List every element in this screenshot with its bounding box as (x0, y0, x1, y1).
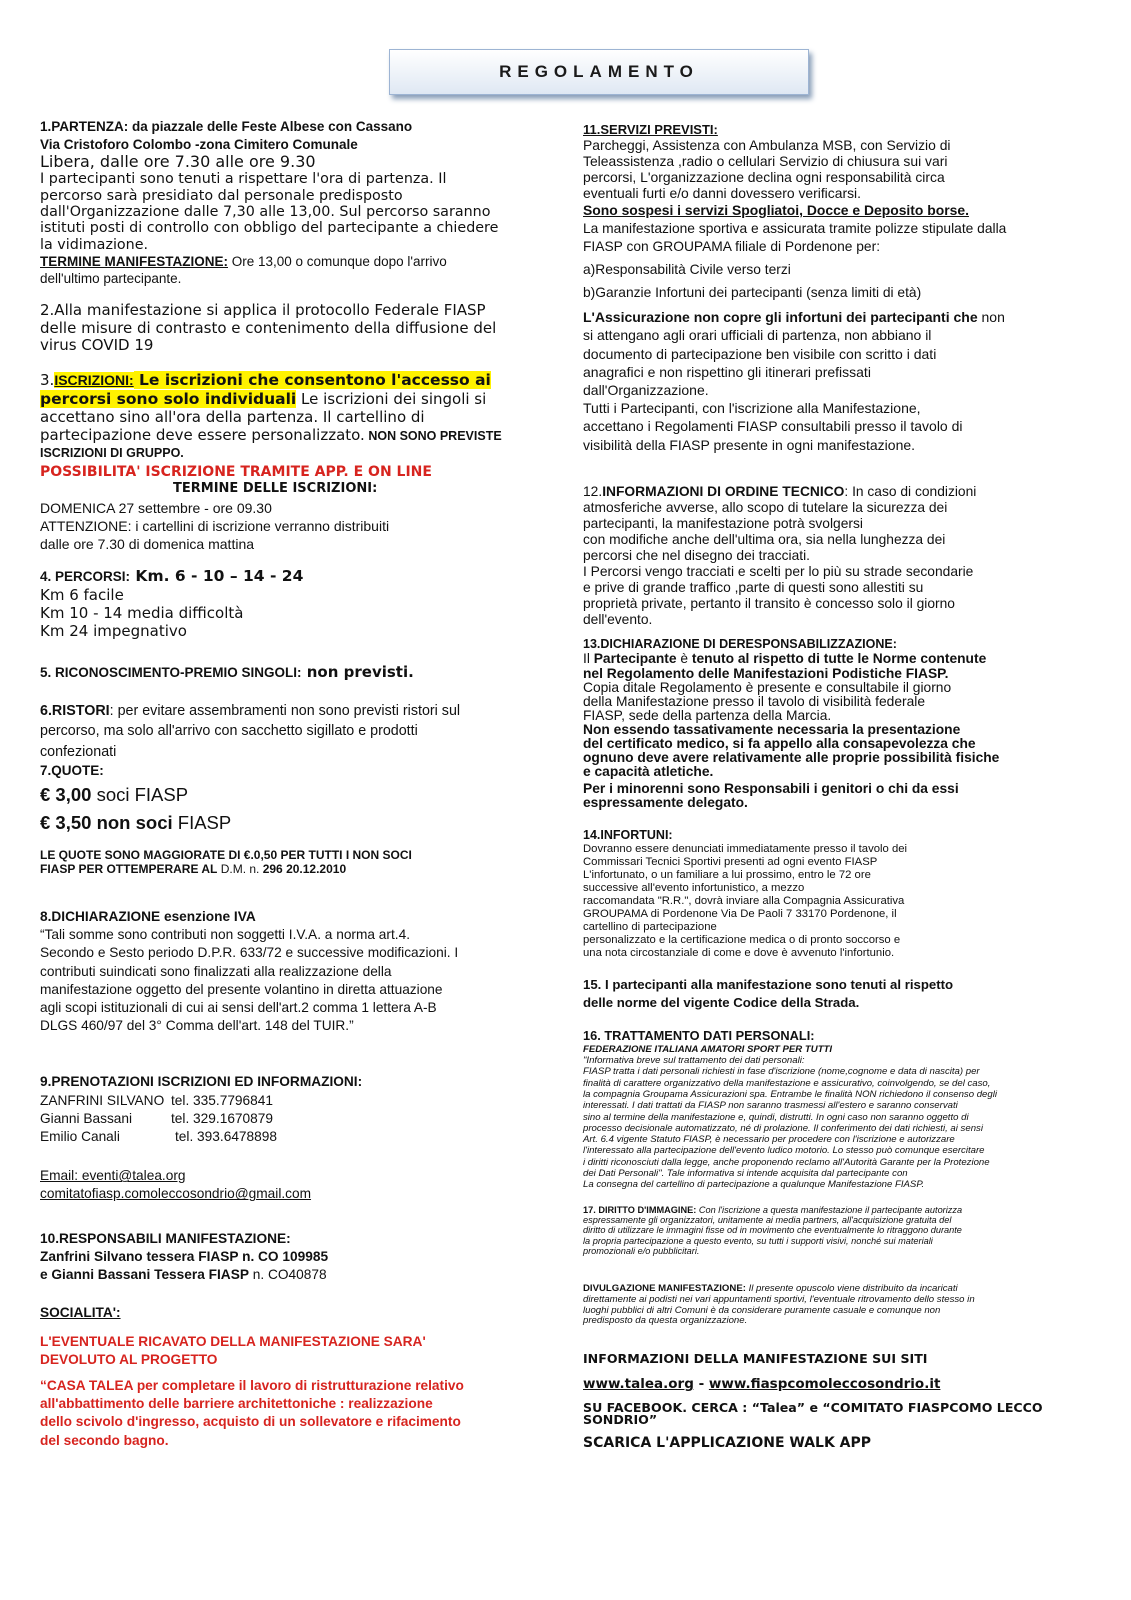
infortuni-label: 14.INFORTUNI: (583, 828, 673, 843)
socialita-text: all'abbattimento delle barriere architettoniche : realizzazione (40, 1396, 433, 1412)
iscrizioni-text: accettano sino all'ora della partenza. Il cartellino di (40, 408, 425, 427)
termine-label: TERMINE MANIFESTAZIONE: (40, 253, 228, 269)
page-title: REGOLAMENTO (499, 62, 699, 81)
servizi-assicurazione (583, 220, 1098, 303)
quote-nonsoci-price: € 3,50 (40, 811, 92, 833)
assicurazione-line: b)Garanzie Infortuni dei partecipanti (senza limiti di età) (583, 284, 922, 300)
quote-nonsoci-label: FIASP (172, 811, 232, 833)
servizi-line: Teleassistenza ,radio o cellulari Servizio di chiusura sui vari (583, 153, 948, 170)
section-partenza (40, 118, 540, 153)
privacy-line: FIASP tratta i dati personali richiesti in fase d'iscrizione (nome,cognome e data di nascita) per (583, 1066, 980, 1078)
copertura-text: accettano i Regolamenti FIASP consultabili presso il tavolo di (583, 418, 963, 435)
iscrizioni-termine-label: TERMINE DELLE ISCRIZIONI: (173, 480, 378, 496)
iscrizioni-text: Le iscrizioni dei singoli si (296, 389, 487, 408)
section-servizi (583, 122, 1098, 218)
iva-line: Secondo e Sesto periodo D.P.R. 633/72 e successive modificazioni. I (40, 945, 459, 961)
infortuni-line: GROUPAMA di Pordenone Via De Paoli 7 33170 Pordenone, il (583, 908, 897, 921)
servizi-copertura (583, 308, 1098, 454)
copertura-bold: L'Assicurazione non copre gli infortuni dei partecipanti che (583, 309, 978, 326)
section-prenotazioni (40, 1073, 540, 1203)
responsabile-line: n. CO40878 (248, 1267, 327, 1283)
contact-name: ZANFRINI SILVANO (40, 1092, 165, 1108)
iscrizioni-highlight: Le iscrizioni che consentono l'accesso ai (133, 370, 491, 389)
codice-line: delle norme del vigente Codice della Strada. (583, 995, 860, 1011)
infortuni-line: Dovranno essere denunciati immediatamente presso il tavolo dei (583, 842, 908, 855)
copertura-text: Tutti i Partecipanti, con l'iscrizione alla Manifestazione, (583, 400, 921, 417)
copertura-text: si attengano agli orari ufficiali di partenza, non abbiano il (583, 327, 932, 344)
deresp-text: e capacità atletiche. (583, 763, 714, 779)
partenza-line: istituti posti di controllo con obbligo del partecipante a chiedere (40, 220, 499, 237)
tecnico-text: e prive di grande traffico ,parte di questi sono allestiti su (583, 579, 924, 595)
quote-note: LE QUOTE SONO MAGGIORATE DI €.0,50 PER TUTTI I NON SOCI (40, 847, 412, 862)
divulgazione-text: direttamente ai podisti nei vari appuntamenti sportivi, l'eventuale ritrovamento dello stesso in (583, 1293, 975, 1305)
iva-label: 8.DICHIARAZIONE esenzione IVA (40, 908, 256, 924)
copertura-text: documento di partecipazione ben visibile con scritto i dati (583, 345, 937, 362)
deresp-text: Non essendo tassativamente necessaria la presentazione (583, 721, 961, 737)
copertura-text: anagrafici e non rispettino gli itinerari prefissati (583, 363, 871, 380)
contact-name: Emilio Canali (40, 1129, 120, 1145)
iva-line: contributi suindicati sono finalizzati alla realizzazione della (40, 963, 392, 979)
iva-line: manifestazione oggetto del presente volantino in diretta attuazione (40, 981, 443, 997)
socialita-text: “CASA TALEA per completare il lavoro di ristrutturazione relativo (40, 1378, 464, 1394)
iva-line: DLGS 460/97 del 3° Comma dell'art. 148 del TUIR.” (40, 1018, 354, 1034)
socialita-label: SOCIALITA': (40, 1305, 121, 1321)
privacy-line: interessati. I dati trattati da FIASP non saranno trasmessi all'estero e saranno conservati (583, 1100, 958, 1112)
privacy-line: i diritti riconosciuti dalla legge, anche proponendo reclamo all'Autorità Garante per la Protezione (583, 1156, 990, 1168)
website-link[interactable]: www.fiaspcomoleccosondrio.it (708, 1375, 941, 1392)
iscrizioni-note: dalle ore 7.30 di domenica mattina (40, 535, 255, 552)
percorsi-km: Km. 6 - 10 – 14 - 24 (130, 567, 304, 586)
servizi-label: 11.SERVIZI PREVISTI: (583, 122, 718, 137)
ristori-text: confezionati (40, 744, 117, 761)
deresp-text: Il (583, 651, 594, 667)
percorso-item: Km 24 impegnativo (40, 621, 187, 640)
partenza-line: dall'Organizzazione dalle 7,30 alle 13,00. Sul percorso saranno (40, 203, 491, 220)
iscrizioni-note: ATTENZIONE: i cartellini di iscrizione verranno distribuiti (40, 517, 390, 534)
infortuni-line: L'infortunato, o un familiare a lui prossimo, entro le 72 ore (583, 868, 871, 881)
infortuni-line: cartellino di partecipazione (583, 921, 717, 934)
immagine-text: espressamente gli organizzatori, unitamente ai media partners, all'acquisizione gratuita del (583, 1215, 952, 1226)
deresp-text: del certificato medico, si fa appello alla consapevolezza che (583, 735, 976, 751)
assicurazione-line: La manifestazione sportiva e assicurata tramite polizze stipulate dalla (583, 220, 1007, 236)
section-privacy (583, 1028, 1098, 1191)
iscrizioni-deadline: DOMENICA 27 settembre - ore 09.30 (40, 499, 272, 516)
iscrizioni-online: POSSIBILITA' ISCRIZIONE TRAMITE APP. E ON LINE (40, 464, 432, 481)
iscrizioni-nogroup: NON SONO PREVISTE (364, 429, 502, 444)
walk-app-line: SCARICA L'APPLICAZIONE WALK APP (583, 1434, 872, 1451)
quote-note: D.M. n. (217, 861, 260, 876)
termine-text: dell'ultimo partecipante. (40, 271, 182, 287)
partenza-body (40, 153, 540, 253)
iscrizioni-highlight: percorsi sono solo individuali (40, 389, 297, 408)
deresp-text: FIASP, sede della partenza della Marcia. (583, 707, 832, 723)
website-link[interactable]: www.talea.org (583, 1375, 694, 1392)
privacy-line: finalità di carattere organizzativo della manifestazione e assicurativo, coinvolgendo, se del caso, (583, 1077, 991, 1089)
tecnico-text: con modifiche anche dell'ultima ora, sia nella lunghezza dei (583, 531, 946, 547)
section-premio (40, 662, 540, 681)
section-info-siti (583, 1351, 1098, 1452)
deresp-text: tenuto al rispetto di tutte le Norme contenute (691, 651, 987, 667)
quote-soci-price: € 3,00 (40, 783, 92, 805)
contact-phone[interactable]: tel. 329.1670879 (171, 1110, 273, 1126)
deresp-text: della Manifestazione presso il tavolo di visibilità federale (583, 693, 926, 709)
privacy-fed: FEDERAZIONE ITALIANA AMATORI SPORT PER TUTTI (583, 1043, 833, 1055)
divulgazione-text: luoghi pubblici di altri Comuni è da considerare puramente casuale e comunque non (583, 1304, 941, 1316)
section-iva (40, 908, 540, 1036)
privacy-line: dei Dati Personali". Tale informativa si intende acquisita dal partecipante con (583, 1168, 908, 1180)
left-column (40, 118, 540, 1450)
quote-note: FIASP PER OTTEMPERARE AL (40, 861, 218, 876)
contact-phone[interactable]: tel. 393.6478898 (175, 1129, 277, 1145)
servizi-line: percorsi, L'organizzazione declina ogni responsabilità circa (583, 169, 945, 186)
socialita-text: DEVOLUTO AL PROGETTO (40, 1351, 218, 1367)
partenza-line: I partecipanti sono tenuti a rispettare l'ora di partenza. Il (40, 171, 447, 188)
iscrizioni-date (40, 499, 540, 554)
section-protocollo (40, 302, 540, 355)
iscrizioni-text: partecipazione deve essere personalizzato. (40, 426, 365, 445)
email-link[interactable]: Email: eventi@talea.org (40, 1168, 186, 1184)
immagine-text: Con l'iscrizione a questa manifestazione il partecipante autorizza (696, 1204, 963, 1215)
facebook-line: SU FACEBOOK. CERCA : “Talea” e “COMITATO FIASPCOMO LECCO (583, 1399, 1043, 1415)
protocollo-line: 2.Alla manifestazione si applica il protocollo Federale FIASP (40, 300, 486, 319)
ristori-text: percorso, ma solo all'arrivo con sacchetto sigillato e prodotti (40, 723, 418, 740)
immagine-text: la propria partecipazione a questo evento, su tutti i supporti visivi, nonché sui materiali (583, 1235, 933, 1246)
deresp-text: è (676, 651, 692, 667)
privacy-line: "Informativa breve sul trattamento dei dati personali: (583, 1054, 805, 1066)
divulgazione-label: DIVULGAZIONE MANIFESTAZIONE: (583, 1283, 746, 1295)
contact-name: Gianni Bassani (40, 1110, 133, 1126)
privacy-label: 16. TRATTAMENTO DATI PERSONALI: (583, 1027, 815, 1043)
partenza-line: percorso sarà presidiato dal personale predisposto (40, 187, 403, 204)
partenza-heading: 1.PARTENZA: da piazzale delle Feste Albese con Cassano (40, 119, 413, 134)
socialita-text: dello scivolo d'ingresso, acquisto di un sollevatore e rifacimento (40, 1414, 461, 1430)
quote-label: 7.QUOTE: (40, 762, 104, 778)
immagine-label: 17. DIRITTO D'IMMAGINE: (583, 1204, 697, 1215)
facebook-line: SONDRIO” (583, 1412, 658, 1428)
iva-line: agli scopi istituzionali di cui ai sensi dell'art.2 comma 1 lettera A-B (40, 999, 437, 1015)
title-banner (389, 49, 809, 95)
section-immagine (583, 1205, 1098, 1256)
tecnico-text: percorsi che nel disegno dei tracciati. (583, 547, 811, 563)
termine-manifestazione (40, 253, 540, 288)
percorsi-label: 4. PERCORSI: (40, 569, 131, 585)
ristori-label: 6.RISTORI (40, 702, 110, 719)
ristori-text: : per evitare assembramenti non sono previsti ristori sul (109, 702, 461, 719)
tecnico-num: 12. (583, 483, 603, 499)
assicurazione-line: a)Responsabilità Civile verso terzi (583, 261, 791, 277)
iscrizioni-label: ISCRIZIONI: (54, 371, 134, 388)
partenza-line: la vidimazione. (40, 236, 149, 253)
section-quote (40, 763, 540, 876)
assicurazione-line: FIASP con GROUPAMA filiale di Pordenone per: (583, 239, 881, 255)
partenza-address: Via Cristoforo Colombo -zona Cimitero Comunale (40, 136, 358, 152)
servizi-line: eventuali furti e/o danni dovessero verificarsi. (583, 185, 861, 202)
tecnico-text: atmosferiche avverse, allo scopo di tutelare la sicurezza dei (583, 499, 948, 515)
tecnico-text: proprietà private, pertanto il transito è concesso solo il giorno (583, 595, 955, 611)
quote-note: 296 20.12.2010 (259, 861, 347, 876)
deresp-text: espressamente delegato. (583, 795, 748, 811)
tecnico-text: I Percorsi vengo tracciati e scelti per lo più su strade secondarie (583, 563, 974, 579)
section-percorsi (40, 567, 540, 640)
deresp-text: Copia ditale Regolamento è presente e consultabile il giorno (583, 679, 952, 695)
premio-label: 5. RICONOSCIMENTO-PREMIO SINGOLI: (40, 664, 302, 680)
responsabile-line: e Gianni Bassani Tessera FIASP (40, 1267, 249, 1283)
protocollo-line: delle misure di contrasto e contenimento della diffusione del (40, 318, 497, 337)
copertura-text: non (977, 309, 1005, 326)
privacy-line: Art. 6.4 vigente Statuto FIASP, è necessario per procedere con l'iscrizione e autorizzare (583, 1134, 955, 1146)
infortuni-line: personalizzato e la certificazione medica o di pronto soccorso e (583, 934, 901, 947)
responsabili-label: 10.RESPONSABILI MANIFESTAZIONE: (40, 1230, 291, 1246)
servizi-line: Parcheggi, Assistenza con Ambulanza MSB, con Servizio di (583, 137, 951, 154)
infortuni-line: una nota circostanziale di come e dove è avvenuto l'infortunio. (583, 947, 895, 960)
iscrizioni-nogroup: ISCRIZIONI DI GRUPPO. (40, 446, 184, 461)
section-responsabili (40, 1230, 540, 1285)
divulgazione-text: predisposto da questa organizzazione. (583, 1315, 748, 1327)
email-link[interactable]: comitatofiasp.comoleccosondrio@gmail.com (40, 1186, 312, 1202)
section-codice-strada (583, 976, 1098, 1011)
tecnico-text: dell'evento. (583, 611, 653, 627)
privacy-line: processo decisionale automatizzato, né di prolazione. Il conferimento dei dati richiesti, ai sensi (583, 1122, 983, 1134)
infortuni-line: Commissari Tecnici Sportivi presenti ad ogni evento FIASP (583, 855, 878, 868)
partenza-hours: Libera, dalle ore 7.30 alle ore 9.30 (40, 152, 316, 172)
privacy-line: l'interessato alla partecipazione dell'evento ludico motorio. Lo stesso può comunque esercitare (583, 1145, 985, 1157)
tecnico-text: partecipanti, la manifestazione potrà svolgersi (583, 515, 863, 531)
section-iscrizioni (40, 371, 540, 497)
privacy-line: la compagnia Groupama Assicurazioni spa. Entrambe le finalità NON richiedono il consenso degli (583, 1088, 997, 1100)
privacy-line: sino al termine della manifestazione e, quindi, distrutti. In ogni caso non saranno oggetto di (583, 1111, 969, 1123)
copertura-text: visibilità della FIASP presente in ogni manifestazione. (583, 436, 916, 453)
tecnico-text: : In caso di condizioni (844, 483, 977, 499)
section-tecnico (583, 484, 1098, 628)
deresp-text: ognuno deve avere relativamente alle proprie possibilità fisiche (583, 749, 1000, 765)
quote-nonsoci-label: non soci (91, 811, 173, 833)
infortuni-line: successive all'evento infortunistico, a mezzo (583, 881, 805, 894)
deresp-label: 13.DICHIARAZIONE DI DERESPONSABILIZZAZIONE: (583, 636, 897, 651)
percorso-item: Km 10 - 14 media difficoltà (40, 603, 244, 622)
codice-line: 15. I partecipanti alla manifestazione sono tenuti al rispetto (583, 977, 954, 993)
percorso-item: Km 6 facile (40, 585, 124, 604)
deresp-text: nel Regolamento delle Manifestazioni Podistiche FIASP. (583, 665, 949, 681)
right-column (583, 122, 1098, 1452)
socialita-text: L'EVENTUALE RICAVATO DELLA MANIFESTAZIONE SARA' (40, 1333, 426, 1349)
infortuni-line: raccomandata "R.R.", dovrà inviare alla Compagnia Assicurativa (583, 895, 905, 908)
copertura-text: dall'Organizzazione. (583, 381, 709, 398)
section-infortuni (583, 828, 1098, 960)
deresp-text: Per i minorenni sono Responsabili i genitori o chi da essi (583, 781, 959, 797)
servizi-sospesi: Sono sospesi i servizi Spogliatoi, Docce e Deposito borse. (583, 201, 969, 218)
section-deresponsabilizzazione (583, 638, 1098, 810)
prenotazioni-label: 9.PRENOTAZIONI ISCRIZIONI ED INFORMAZIONI: (40, 1074, 363, 1090)
website-sep: - (693, 1375, 709, 1392)
tecnico-label: INFORMAZIONI DI ORDINE TECNICO (602, 483, 845, 499)
termine-text: Ore 13,00 o comunque dopo l'arrivo (228, 253, 447, 269)
socialita-text: del secondo bagno. (40, 1432, 169, 1448)
privacy-line: La consegna del cartellino di partecipazione a qualunque Manifestazione FIASP. (583, 1179, 925, 1191)
section-socialita (40, 1304, 540, 1450)
immagine-text: diritto di utilizzare le immagini fisse od in movimento che eventualmente lo ritraggono durante (583, 1225, 962, 1236)
premio-value: non previsti. (301, 662, 414, 681)
deresp-text: Partecipante (593, 651, 677, 667)
section-divulgazione (583, 1284, 1098, 1327)
immagine-text: promozionali e/o pubblicitari. (583, 1245, 700, 1256)
section-ristori (40, 701, 540, 763)
info-label: INFORMAZIONI DELLA MANIFESTAZIONE SUI SITI (583, 1351, 928, 1367)
contact-phone[interactable]: tel. 335.7796841 (171, 1092, 273, 1108)
iscrizioni-num: 3. (40, 370, 55, 389)
responsabile-line: Zanfrini Silvano tessera FIASP n. CO 109985 (40, 1248, 329, 1264)
iva-line: “Tali somme sono contributi non soggetti I.V.A. a norma art.4. (40, 927, 411, 943)
divulgazione-text: Il presente opuscolo viene distribuito da incaricati (745, 1283, 958, 1295)
quote-soci-label: soci FIASP (91, 783, 189, 805)
protocollo-line: virus COVID 19 (40, 336, 154, 355)
